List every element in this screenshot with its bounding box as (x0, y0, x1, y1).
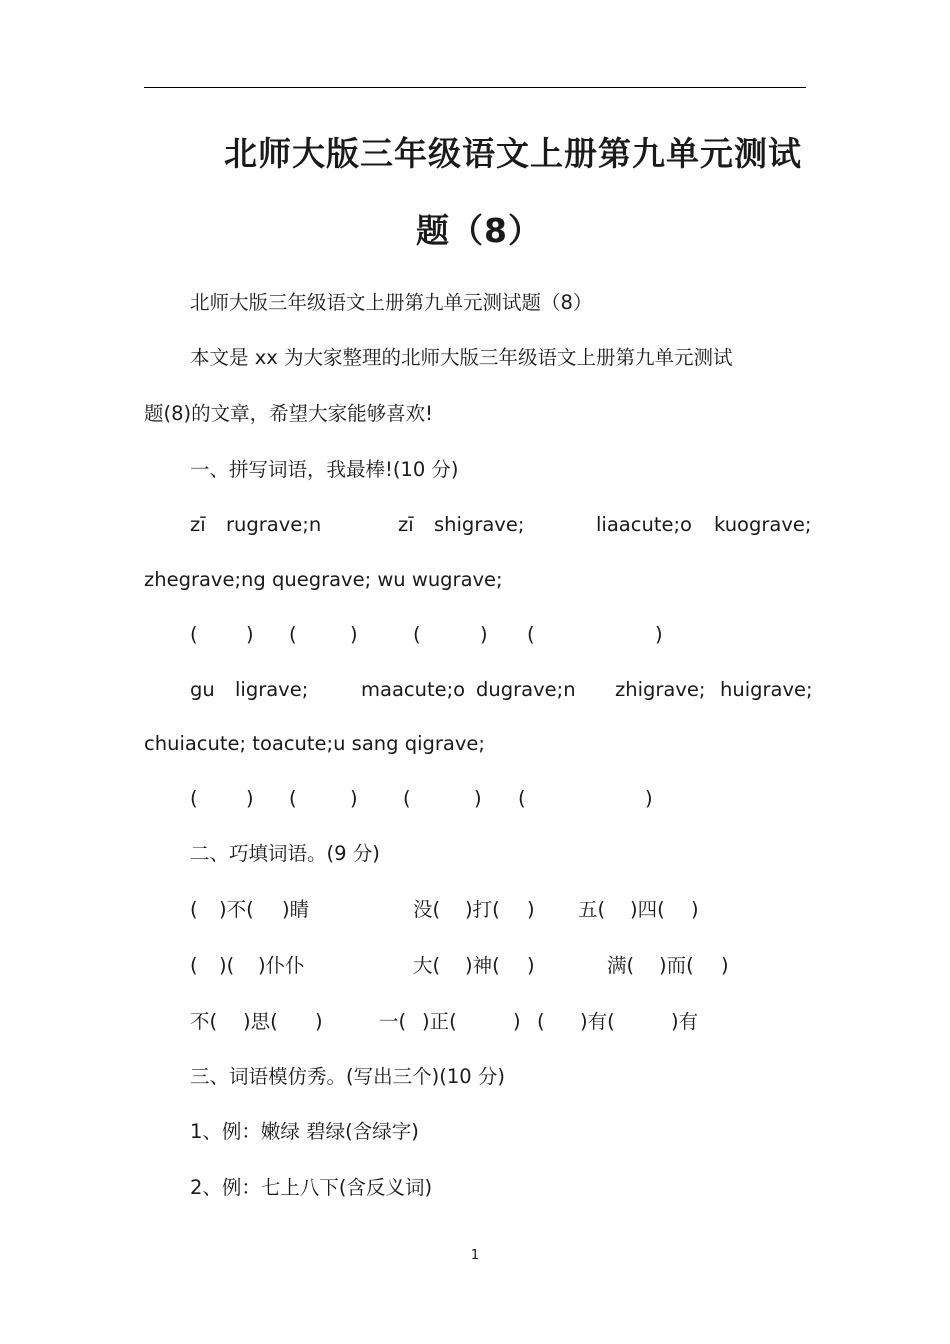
pinyin-row-2-continued: chuiacute; toacute;u sang qigrave; (144, 732, 485, 755)
fill-segment: 一( (379, 1010, 407, 1033)
example-1: 1、例：嫩绿 碧绿(含绿字) (190, 1120, 419, 1143)
blank-paren: ) (655, 623, 663, 646)
pinyin-word: kuograve; (714, 513, 812, 536)
fill-segment: 没( (413, 898, 441, 921)
fill-segment: ) (315, 1010, 323, 1033)
blank-paren: ) (480, 623, 488, 646)
fill-segment: )四( (630, 898, 665, 921)
fill-segment: ) (691, 898, 699, 921)
blank-paren: ( (518, 787, 526, 810)
blank-paren: ( (190, 787, 198, 810)
fill-segment: ) (527, 954, 535, 977)
fill-segment: )睛 (282, 898, 310, 921)
blank-paren: ( (289, 787, 297, 810)
fill-segment: )而( (659, 954, 694, 977)
blank-paren: ) (645, 787, 653, 810)
pinyin-row-1-continued: zhegrave;ng quegrave; wu wugrave; (144, 568, 503, 591)
blank-paren: ( (403, 787, 411, 810)
blank-paren: ( (527, 623, 535, 646)
pinyin-word: zhigrave; (615, 678, 706, 701)
fill-segment: ) (513, 1010, 521, 1033)
pinyin-word: liaacute;o (596, 513, 692, 536)
intro-line-1: 本文是 xx 为大家整理的北师大版三年级语文上册第九单元测试 (190, 346, 733, 369)
blank-paren: ) (474, 787, 482, 810)
pinyin-word: ligrave; (235, 678, 309, 701)
fill-segment: )神( (465, 954, 500, 977)
section-1-heading: 一、拼写词语，我最棒!(10 分) (190, 458, 459, 481)
subtitle: 北师大版三年级语文上册第九单元测试题（8） (190, 291, 593, 314)
fill-segment: )仆仆 (258, 954, 305, 977)
blank-paren: ( (190, 623, 198, 646)
pinyin-word: shigrave; (434, 513, 525, 536)
blank-paren: ) (246, 623, 254, 646)
pinyin-word: rugrave;n (226, 513, 322, 536)
fill-segment: ( (190, 954, 198, 977)
fill-segment: )正( (422, 1010, 457, 1033)
fill-segment: 大( (413, 954, 441, 977)
header-rule (144, 87, 806, 88)
pinyin-word: maacute;o (361, 678, 466, 701)
section-2-heading: 二、巧填词语。(9 分) (190, 842, 380, 865)
fill-segment: )有 (671, 1010, 699, 1033)
fill-segment: ) (721, 954, 729, 977)
fill-segment: 五( (578, 898, 606, 921)
fill-segment: ( (190, 898, 198, 921)
fill-segment: ( (537, 1010, 545, 1033)
blank-paren: ) (350, 787, 358, 810)
pinyin-word: dugrave;n (476, 678, 576, 701)
page-number: 1 (470, 1248, 480, 1263)
fill-segment: 不( (190, 1010, 218, 1033)
intro-line-2: 题(8)的文章，希望大家能够喜欢! (144, 402, 433, 425)
pinyin-word: gu (190, 678, 215, 701)
blank-paren: ) (350, 623, 358, 646)
fill-segment: ) (527, 898, 535, 921)
pinyin-word: zī (398, 513, 414, 536)
document-title-line-2: 题（8） (416, 211, 542, 250)
document-title-line-1: 北师大版三年级语文上册第九单元测试 (224, 134, 802, 173)
pinyin-word: huigrave; (720, 678, 813, 701)
fill-segment: )( (219, 954, 235, 977)
fill-segment: )思( (243, 1010, 278, 1033)
blank-paren: ( (289, 623, 297, 646)
blank-paren: ) (246, 787, 254, 810)
fill-segment: )有( (580, 1010, 615, 1033)
fill-segment: 满( (607, 954, 635, 977)
pinyin-word: zī (190, 513, 206, 536)
fill-segment: )不( (219, 898, 254, 921)
section-3-heading: 三、词语模仿秀。(写出三个)(10 分) (190, 1065, 505, 1088)
blank-paren: ( (413, 623, 421, 646)
example-2: 2、例：七上八下(含反义词) (190, 1176, 433, 1199)
fill-segment: )打( (465, 898, 500, 921)
